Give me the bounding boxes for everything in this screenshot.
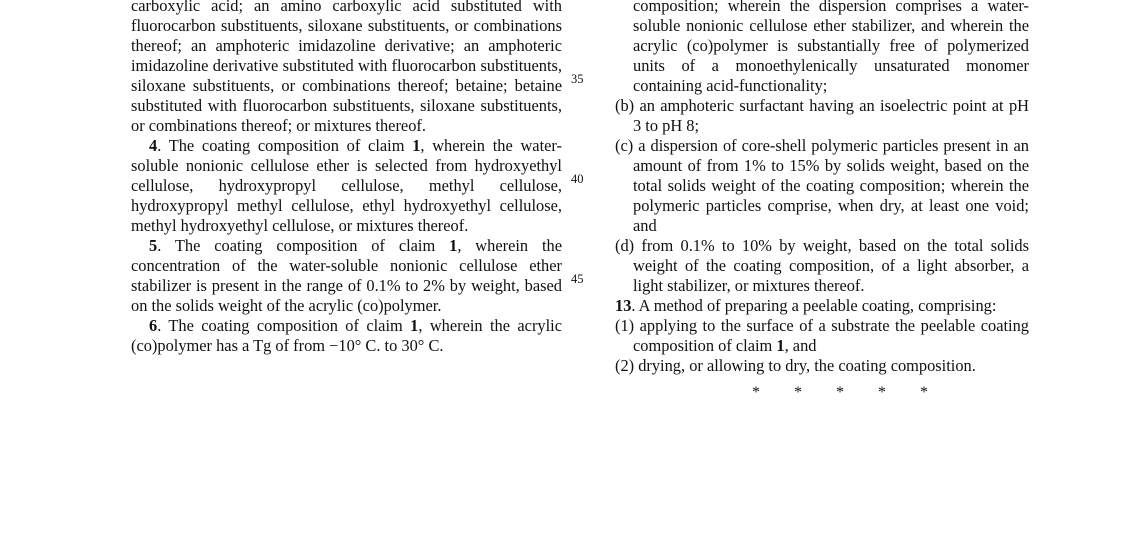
item-a-continuation: composition; wherein the dispersion comprises a water-soluble nonionic cellulose ether stabilizer, and wherein the acrylic (co)polymer is substantially free of polymerized units of a monoethylenically unsaturated monomer containing acid-functionality;: [633, 0, 1029, 95]
claim-6-number: 6: [149, 316, 158, 335]
claim-5-pre: . The coating composition of claim: [157, 236, 450, 255]
claim-continuation-text: carboxylic acid; an amino carboxylic acid substituted with fluorocarbon substituents, siloxane substituents, or combinations thereof; an amphoteric imidazoline derivative; an amphoteric imidazoline derivative substituted with fluorocarbon substituents, siloxane substituents, or combinations thereof; betaine; betaine substituted with fluorocarbon substituents, siloxane substituents, or combinations thereof; or mixtures thereof.: [131, 0, 562, 135]
claim-4: [131, 136, 562, 236]
end-of-document-marks: * * * * *: [752, 384, 943, 401]
left-column: [131, 0, 562, 356]
line-number-45: 45: [571, 272, 584, 286]
claim-4-number: 4: [149, 136, 158, 155]
claim-5-post: , wherein the concentration of the water-soluble nonionic cellulose ether stabilizer is present in the range of 0.1% to 2% by weight, based on the solids weight of the acrylic (co)polymer.: [131, 236, 563, 315]
claim-13-text: . A method of preparing a peelable coating, comprising:: [631, 296, 997, 315]
claim-5-ref: 1: [449, 236, 458, 255]
claim-5-number: 5: [149, 236, 158, 255]
claim-4-pre: . The coating composition of claim: [157, 136, 413, 155]
step-1-pre: (1) applying to the surface of a substrate the peelable coating composition of claim: [615, 316, 1029, 355]
claim-6-pre: . The coating composition of claim: [157, 316, 411, 335]
item-b: (b) an amphoteric surfactant having an isoelectric point at pH 3 to pH 8;: [615, 96, 1029, 135]
step-1-post: , and: [784, 336, 817, 355]
claim-4-post: , wherein the water-soluble nonionic cellulose ether is selected from hydroxyethyl cellulose, hydroxypropyl cellulose, methyl cellulose, hydroxypropyl methyl cellulose, ethyl hydroxyethyl cellulose, methyl hydroxyethyl cellulose, or mixtures thereof.: [131, 136, 563, 235]
step-2: (2) drying, or allowing to dry, the coating composition.: [615, 356, 976, 375]
claim-13-number: 13: [615, 296, 632, 315]
line-number-40: 40: [571, 172, 584, 186]
claim-4-ref: 1: [412, 136, 421, 155]
line-number-35: 35: [571, 72, 584, 86]
step-1-ref: 1: [776, 336, 785, 355]
item-c: (c) a dispersion of core-shell polymeric particles present in an amount of from 1% to 15% by solids weight, based on the total solids weight of the coating composition; wherein the polymeric particles comprise, when dry, at least one void; and: [615, 136, 1029, 235]
step-1: [615, 316, 1029, 356]
right-column: [615, 0, 1029, 376]
claim-6: [131, 316, 562, 356]
item-d: (d) from 0.1% to 10% by weight, based on the total solids weight of the coating composition, of a light absorber, a light stabilizer, or mixtures thereof.: [615, 236, 1029, 295]
claim-5: [131, 236, 562, 316]
claim-6-post: , wherein the acrylic (co)polymer has a Tg of from −10° C. to 30° C.: [131, 316, 562, 355]
claim-13: [615, 296, 1029, 316]
claim-6-ref: 1: [410, 316, 419, 335]
